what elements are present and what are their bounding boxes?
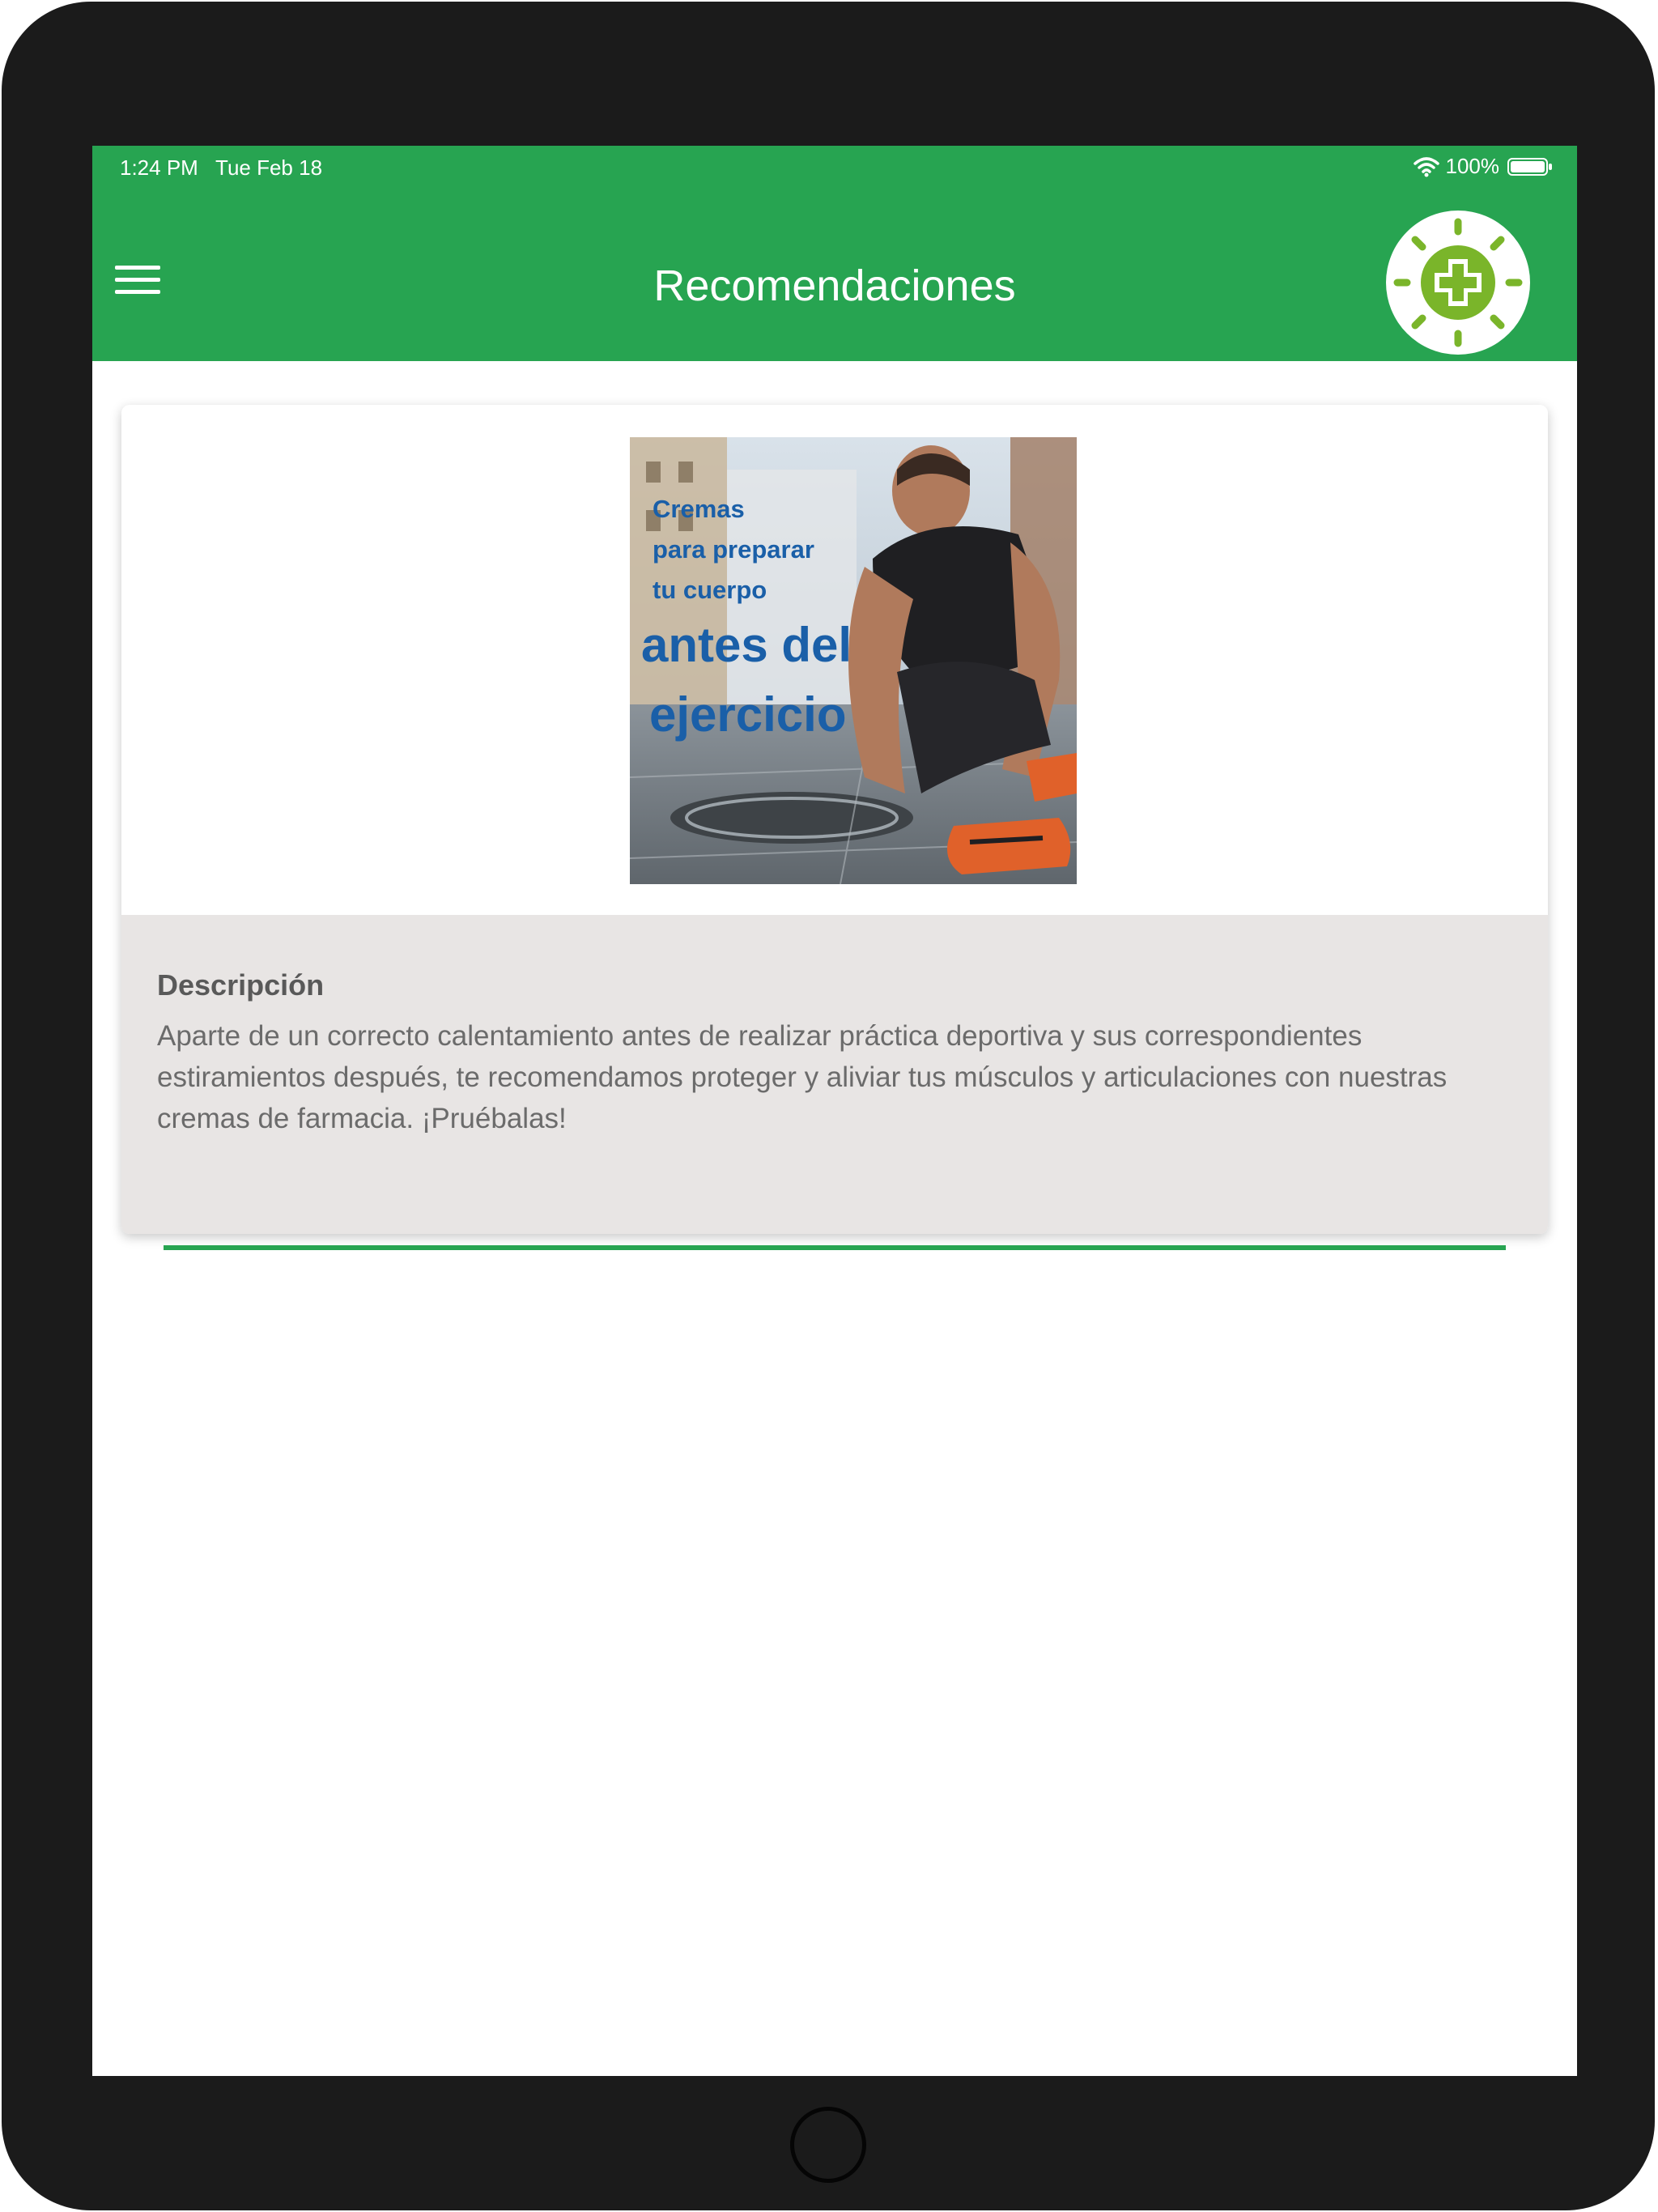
- app-screen: [92, 146, 1577, 2076]
- description-heading: Descripción: [157, 968, 325, 1002]
- battery-icon: [1507, 157, 1553, 177]
- pharmacy-cross-logo[interactable]: [1386, 211, 1530, 355]
- promo-headline: [641, 489, 852, 750]
- description-text: Aparte de un correcto calentamiento antes de realizar práctica deportiva y sus correspondientes estiramientos después, te recomendamos proteger y aliviar tus músculos y articulaciones con nuestras cremas de farmacia. ¡Pruébalas!: [157, 1020, 1448, 1134]
- description-panel: [121, 915, 1548, 1234]
- pharmacy-cross-icon: [1386, 211, 1530, 355]
- promo-line-5: ejercicio: [649, 687, 847, 742]
- tablet-frame: [2, 2, 1655, 2210]
- promo-line-4: antes del: [641, 618, 852, 672]
- section-divider: [164, 1245, 1506, 1250]
- promo-line-2: para preparar: [653, 535, 814, 564]
- promo-line-1: Cremas: [653, 495, 745, 523]
- promo-image: [630, 437, 1077, 884]
- status-indicators: [1414, 154, 1554, 179]
- app-header: [92, 146, 1577, 361]
- page-title: Recomendaciones: [653, 262, 1016, 310]
- wifi-icon: [1414, 156, 1439, 177]
- home-button[interactable]: [790, 2107, 866, 2183]
- battery-percentage: 100%: [1445, 154, 1499, 178]
- status-time-date: 1:24 PM Tue Feb 18: [120, 155, 323, 180]
- promo-line-3: tu cuerpo: [653, 576, 767, 604]
- recommendation-card[interactable]: [121, 405, 1548, 1234]
